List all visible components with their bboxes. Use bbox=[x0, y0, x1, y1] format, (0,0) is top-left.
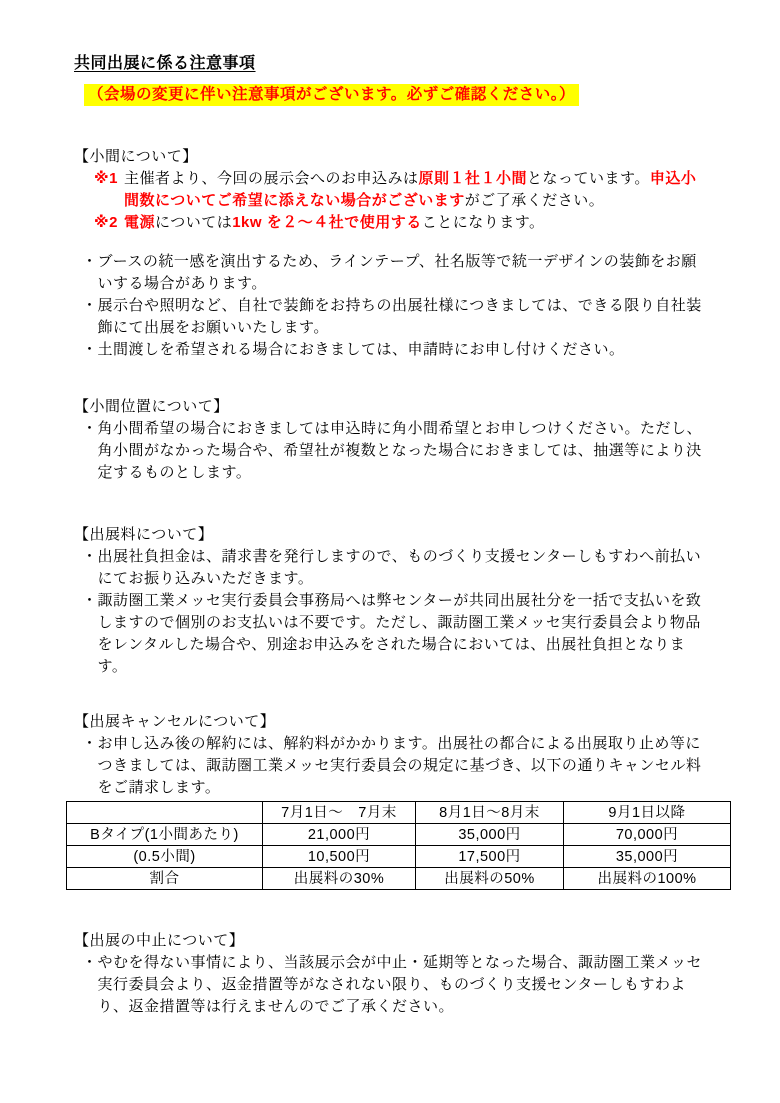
highlighted-notice: （会場の変更に伴い注意事項がございます。必ずご確認ください。） bbox=[84, 84, 579, 106]
note-2-seg2: については bbox=[155, 214, 233, 231]
table-cell: 出展料の30% bbox=[263, 868, 416, 890]
table-cell: 17,500円 bbox=[416, 846, 564, 868]
note-1-seg4: 申込小間数についてご希望に添えない場合がございます bbox=[124, 170, 697, 209]
section-booth-position-heading: 【小間位置について】 bbox=[74, 398, 229, 415]
bullet-dot: ・ bbox=[82, 548, 98, 565]
section-booth-position bbox=[74, 396, 710, 484]
bullet-dot: ・ bbox=[82, 297, 98, 314]
table-cell: 21,000円 bbox=[263, 824, 416, 846]
note-1-text bbox=[124, 168, 710, 212]
bullet-dot: ・ bbox=[82, 341, 98, 358]
note-2-seg4: ことになります。 bbox=[421, 214, 545, 231]
list-item-text: ブースの統一感を演出するため、ラインテープ、社名版等で統一デザインの装飾をお願いする場合があります。 bbox=[97, 253, 697, 292]
bullet-dot: ・ bbox=[82, 954, 98, 971]
list-item-text: 角小間希望の場合におきましては申込時に角小間希望とお申しつけください。ただし、角小間がなかった場合や、希望社が複数となった場合におきましては、抽選等により決定するものとします。 bbox=[97, 420, 703, 481]
list-item bbox=[74, 339, 710, 361]
list-item bbox=[74, 733, 710, 799]
table-cell: (0.5小間) bbox=[67, 846, 263, 868]
note-2 bbox=[74, 212, 710, 234]
table-cell: 70,000円 bbox=[564, 824, 731, 846]
table-header-cell: 7月1日～ 7月末 bbox=[263, 802, 416, 824]
list-item bbox=[74, 952, 710, 1018]
note-1-seg1: 主催者より、今回の展示会へのお申込みは bbox=[124, 170, 419, 187]
list-item-text: 展示台や照明など、自社で装飾をお持ちの出展社様につきましては、できる限り自社装飾にて出展をお願いいたします。 bbox=[97, 297, 702, 336]
list-item-text: お申し込み後の解約には、解約料がかかります。出展社の都合による出展取り止め等につきましては、諏訪圏工業メッセ実行委員会の規定に基づき、以下の通りキャンセル料をご請求します。 bbox=[97, 735, 702, 796]
note-2-seg3: 1kw を２～４社で使用する bbox=[232, 214, 422, 231]
section-cancellation bbox=[74, 711, 710, 890]
bullet-dot: ・ bbox=[82, 735, 98, 752]
table-row bbox=[67, 824, 731, 846]
list-item bbox=[74, 418, 710, 484]
note-2-text bbox=[124, 212, 710, 234]
section-booth bbox=[74, 146, 710, 361]
list-item bbox=[74, 295, 710, 339]
bullet-dot: ・ bbox=[82, 592, 98, 609]
table-row bbox=[67, 846, 731, 868]
table-cell: 35,000円 bbox=[564, 846, 731, 868]
table-header-cell: 9月1日以降 bbox=[564, 802, 731, 824]
table-cell: 出展料の100% bbox=[564, 868, 731, 890]
list-item bbox=[74, 251, 710, 295]
note-2-marker: ※2 bbox=[94, 214, 118, 231]
table-cell: 割合 bbox=[67, 868, 263, 890]
list-item-text: 土間渡しを希望される場合におきましては、申請時にお申し付けください。 bbox=[97, 341, 625, 358]
table-header-cell bbox=[67, 802, 263, 824]
section-discontinuation bbox=[74, 930, 710, 1018]
table-cell: 35,000円 bbox=[416, 824, 564, 846]
table-cell: Bタイプ(1小間あたり) bbox=[67, 824, 263, 846]
list-item-text: やむを得ない事情により、当該展示会が中止・延期等となった場合、諏訪圏工業メッセ実行委員会より、返金措置等がなされない限り、ものづくり支援センターしもすわより、返金措置等は行えませんのでご了承ください。 bbox=[97, 954, 703, 1015]
table-header-cell: 8月1日～8月末 bbox=[416, 802, 564, 824]
note-2-seg1: 電源 bbox=[124, 214, 156, 231]
list-item-text: 諏訪圏工業メッセ実行委員会事務局へは弊センターが共同出展社分を一括で支払いを致しますので個別のお支払いは不要です。ただし、諏訪圏工業メッセ実行委員会より物品をレンタルした場合や、別途お申込みをされた場合においては、出展社負担となります。 bbox=[97, 592, 702, 675]
table-cell: 出展料の50% bbox=[416, 868, 564, 890]
notice-row bbox=[84, 84, 710, 106]
bullet-dot: ・ bbox=[82, 253, 98, 270]
note-1-seg3: となっています。 bbox=[527, 170, 650, 187]
section-discontinuation-heading: 【出展の中止について】 bbox=[74, 932, 245, 949]
section-exhibition-fee bbox=[74, 524, 710, 678]
list-item-text: 出展社負担金は、請求書を発行しますので、ものづくり支援センターしもすわへ前払いにてお振り込みいただきます。 bbox=[97, 548, 702, 587]
table-header-row bbox=[67, 802, 731, 824]
section-exhibition-fee-heading: 【出展料について】 bbox=[74, 526, 214, 543]
page-title: 共同出展に係る注意事項 bbox=[74, 55, 256, 72]
note-1-marker: ※1 bbox=[94, 170, 118, 187]
cancellation-fee-table bbox=[66, 801, 731, 890]
table-cell: 10,500円 bbox=[263, 846, 416, 868]
note-1-seg2: 原則１社１小間 bbox=[418, 170, 528, 187]
table-row bbox=[67, 868, 731, 890]
section-booth-heading: 【小間について】 bbox=[74, 148, 198, 165]
list-item bbox=[74, 546, 710, 590]
note-1 bbox=[74, 168, 710, 212]
list-item bbox=[74, 590, 710, 678]
note-1-seg5: がご了承ください。 bbox=[464, 192, 605, 209]
bullet-dot: ・ bbox=[82, 420, 98, 437]
section-cancellation-heading: 【出展キャンセルについて】 bbox=[74, 713, 276, 730]
booth-bullet-list bbox=[74, 251, 710, 361]
